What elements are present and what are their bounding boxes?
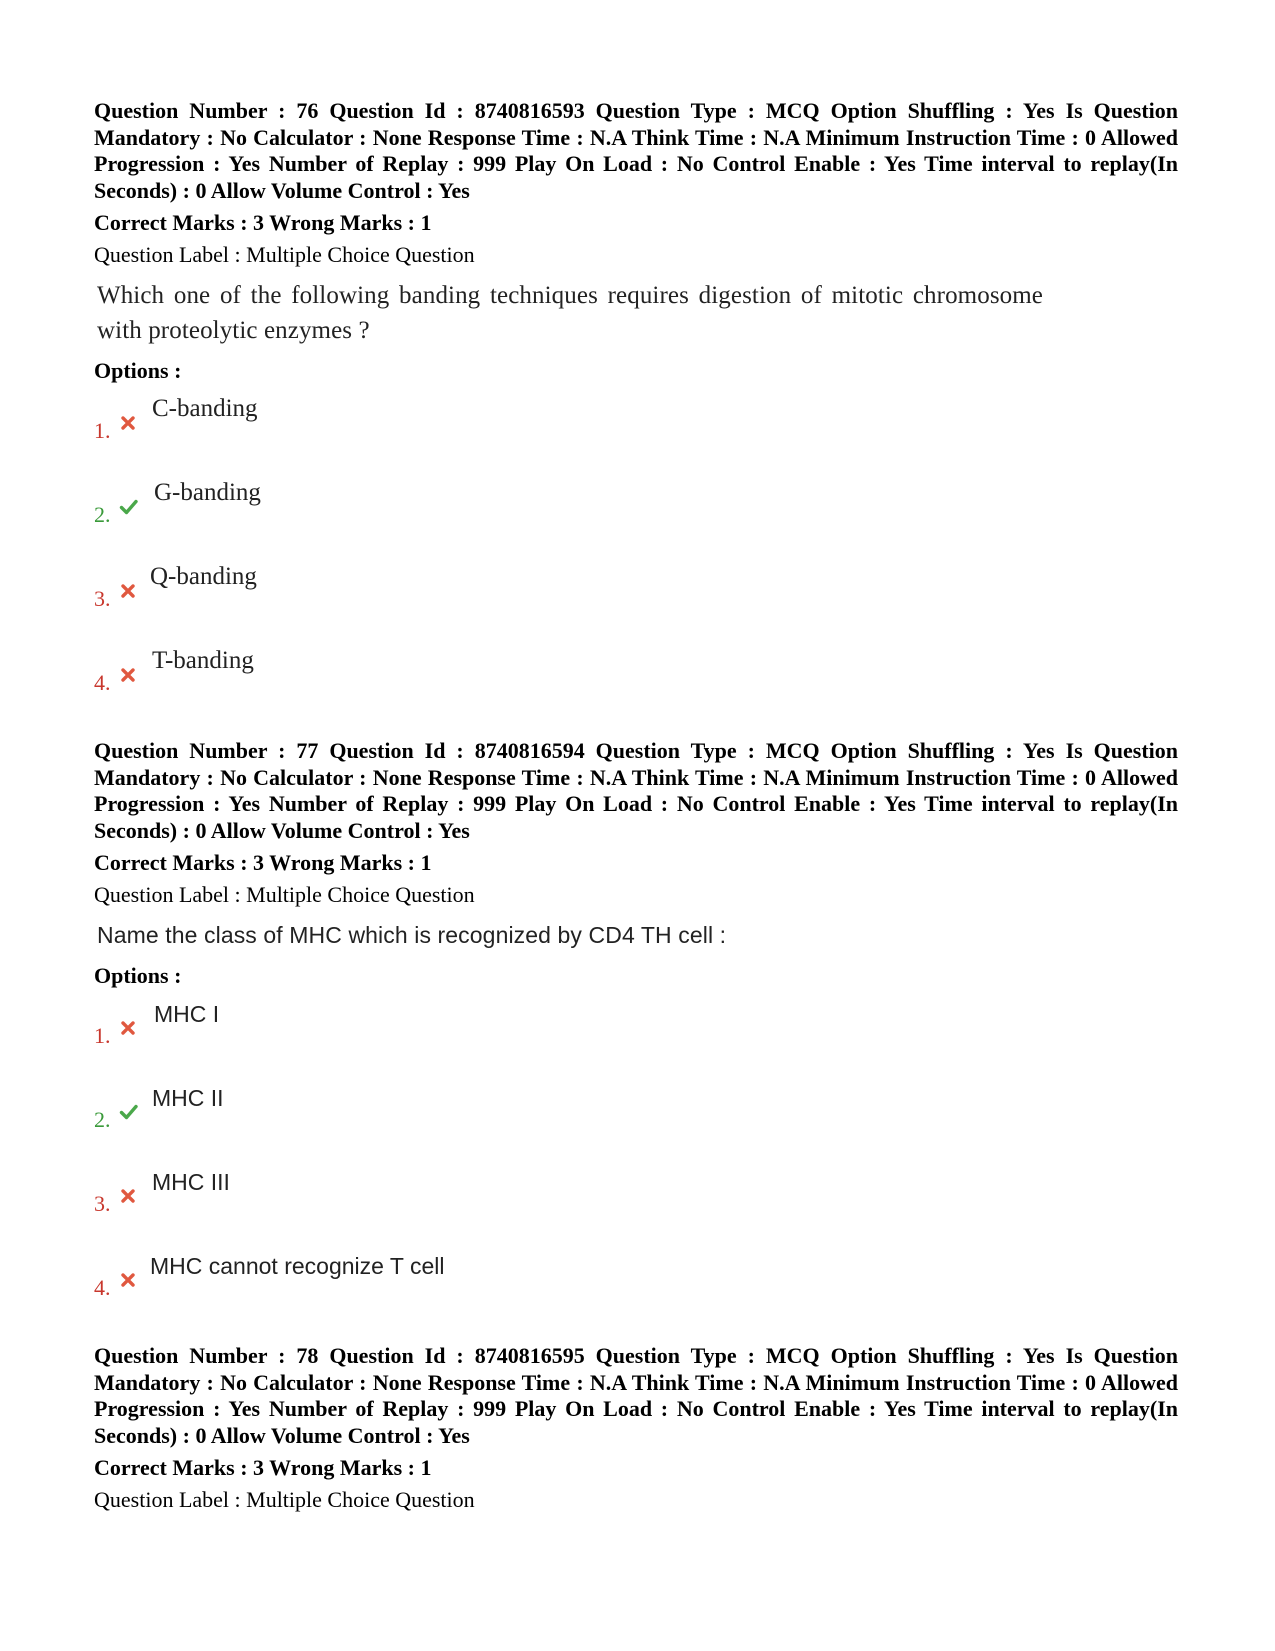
option-2 <box>94 476 1194 560</box>
option-text: MHC cannot recognize T cell <box>150 1253 445 1279</box>
question-marks: Correct Marks : 3 Wrong Marks : 1 <box>94 1455 432 1480</box>
question-marks: Correct Marks : 3 Wrong Marks : 1 <box>94 210 432 235</box>
cross-icon <box>119 666 137 684</box>
option-number: 4. <box>94 1275 111 1300</box>
option-text: G-banding <box>154 479 261 506</box>
cross-icon <box>119 582 137 600</box>
question-meta: Question Number : 78 Question Id : 8740816595 Question Type : MCQ Option Shuffling : Yes Is Question Mandatory : No Calculator : None Response Time : N.A Think Time : N.A Minimum Instruction Time : 0 Allowed Progression : Yes Number of Replay : 999 Play On Load : No Control Enable : Yes Time interval to replay(In Seconds) : 0 Allow Volume Control : Yes <box>94 1343 1178 1448</box>
options-label: Options : <box>94 358 182 383</box>
option-text: MHC I <box>154 1001 220 1027</box>
option-number: 1. <box>94 1023 111 1048</box>
option-number: 4. <box>94 670 111 695</box>
option-1 <box>94 997 1194 1081</box>
cross-icon <box>119 414 137 432</box>
option-3 <box>94 1165 1194 1249</box>
option-number: 2. <box>94 502 111 527</box>
cross-icon <box>119 1019 137 1037</box>
option-1 <box>94 392 1194 476</box>
document-page <box>94 98 1194 1513</box>
question-text: Which one of the following banding techniques requires digestion of mitotic chromosome with proteolytic enzymes ? <box>97 282 1043 344</box>
option-number: 1. <box>94 418 111 443</box>
question-77 <box>94 738 1194 1333</box>
question-marks: Correct Marks : 3 Wrong Marks : 1 <box>94 850 432 875</box>
question-text: Name the class of MHC which is recognized by CD4 TH cell : <box>97 922 727 948</box>
question-76 <box>94 98 1194 728</box>
question-label: Question Label : Multiple Choice Question <box>94 1487 475 1512</box>
option-text: MHC II <box>152 1085 224 1111</box>
option-4 <box>94 1249 1194 1333</box>
check-icon <box>118 498 139 516</box>
options-label: Options : <box>94 963 182 988</box>
cross-icon <box>119 1271 137 1289</box>
option-3 <box>94 560 1194 644</box>
question-meta: Question Number : 77 Question Id : 8740816594 Question Type : MCQ Option Shuffling : Yes Is Question Mandatory : No Calculator : None Response Time : N.A Think Time : N.A Minimum Instruction Time : 0 Allowed Progression : Yes Number of Replay : 999 Play On Load : No Control Enable : Yes Time interval to replay(In Seconds) : 0 Allow Volume Control : Yes <box>94 738 1178 843</box>
option-text: T-banding <box>152 647 254 674</box>
question-label: Question Label : Multiple Choice Question <box>94 242 475 267</box>
question-meta: Question Number : 76 Question Id : 8740816593 Question Type : MCQ Option Shuffling : Yes Is Question Mandatory : No Calculator : None Response Time : N.A Think Time : N.A Minimum Instruction Time : 0 Allowed Progression : Yes Number of Replay : 999 Play On Load : No Control Enable : Yes Time interval to replay(In Seconds) : 0 Allow Volume Control : Yes <box>94 98 1178 203</box>
option-number: 2. <box>94 1107 111 1132</box>
question-label: Question Label : Multiple Choice Question <box>94 882 475 907</box>
option-number: 3. <box>94 586 111 611</box>
option-2 <box>94 1081 1194 1165</box>
option-text: MHC III <box>152 1169 230 1195</box>
option-text: C-banding <box>152 395 258 422</box>
cross-icon <box>119 1187 137 1205</box>
option-4 <box>94 644 1194 728</box>
check-icon <box>118 1103 139 1121</box>
option-number: 3. <box>94 1191 111 1216</box>
question-78 <box>94 1343 1194 1513</box>
option-text: Q-banding <box>150 563 257 590</box>
